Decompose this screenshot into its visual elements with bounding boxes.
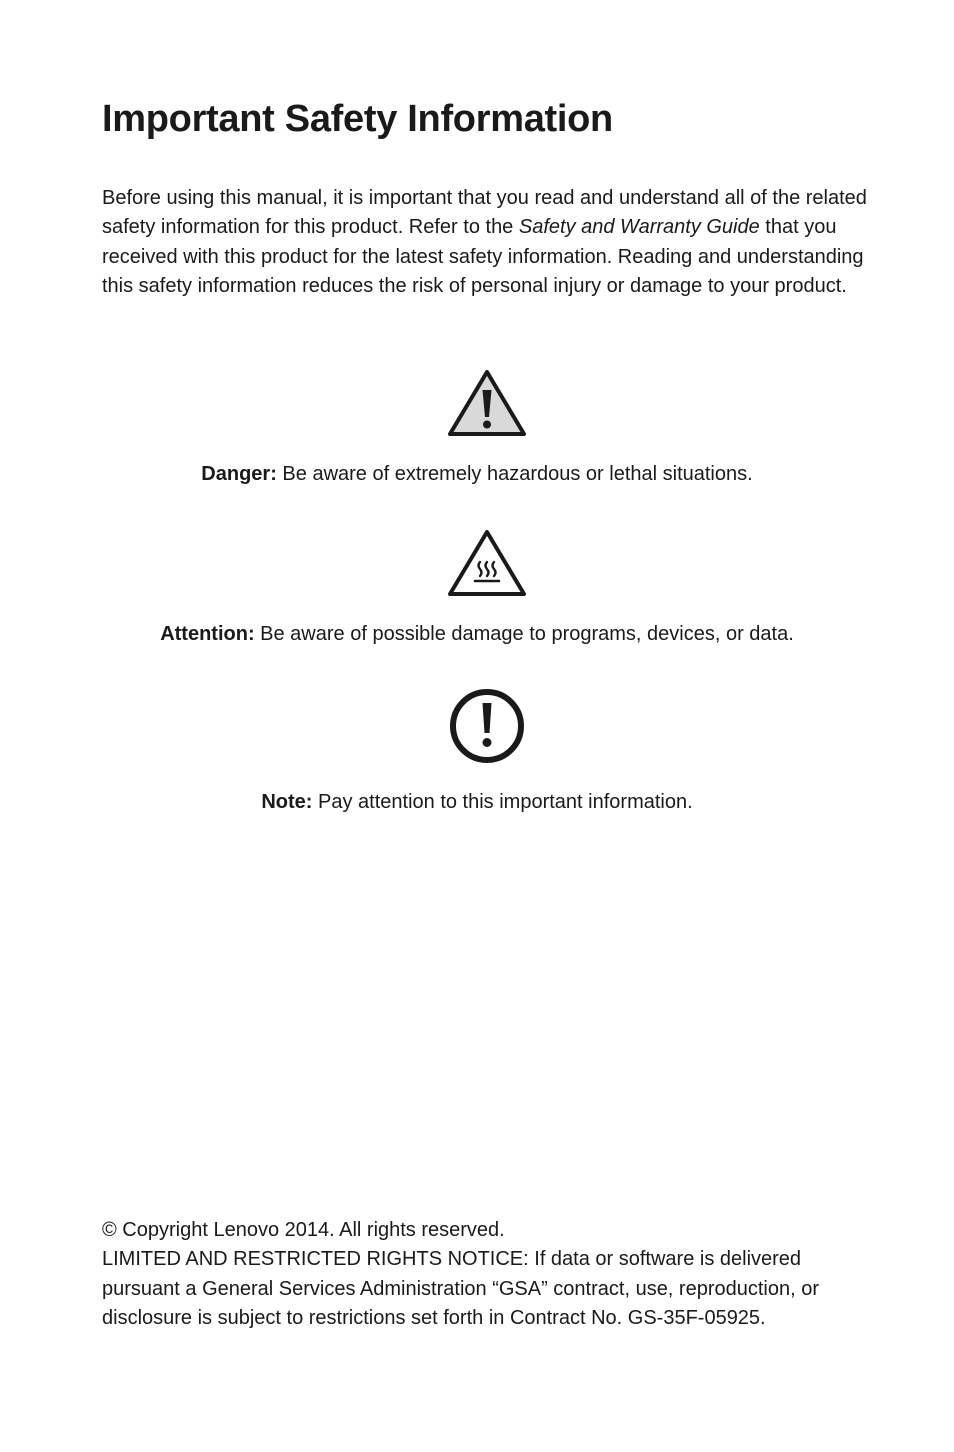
note-text: Pay attention to this important information. [312,791,693,813]
note-label: Note: [261,791,313,813]
danger-triangle-icon [447,368,527,438]
exclamation-circle-icon [449,688,525,764]
restricted-rights-notice: LIMITED AND RESTRICTED RIGHTS NOTICE: If data or software is delivered pursuant a General Services Administration “GSA” contract, use, reproduction, or disclosure is subject to restrictions set forth in Contract No. GS-35F-05925. [102,1248,820,1330]
page-title: Important Safety Information [102,98,613,140]
attention-text: Be aware of possible damage to programs, devices, or data. [254,623,794,645]
copyright-line: © Copyright Lenovo 2014. All rights reserved. [102,1219,505,1241]
intro-paragraph [102,184,874,302]
attention-label: Attention: [160,623,255,645]
hot-surface-icon [447,528,527,598]
note-notice [0,788,954,816]
intro-text-after: that you received with this product for the latest safety information. Reading and understanding this safety information reduces the risk of personal injury or damage to your product. [102,216,864,298]
legal-footer [102,1216,874,1334]
danger-text: Be aware of extremely hazardous or lethal situations. [276,463,753,485]
safety-guide-title: Safety and Warranty Guide [518,216,760,239]
danger-label: Danger: [201,463,277,485]
danger-notice [0,460,954,488]
intro-text-before: Before using this manual, it is important that you read and understand all of the related safety information for this product. Refer to the [102,187,867,239]
attention-notice [0,620,954,648]
